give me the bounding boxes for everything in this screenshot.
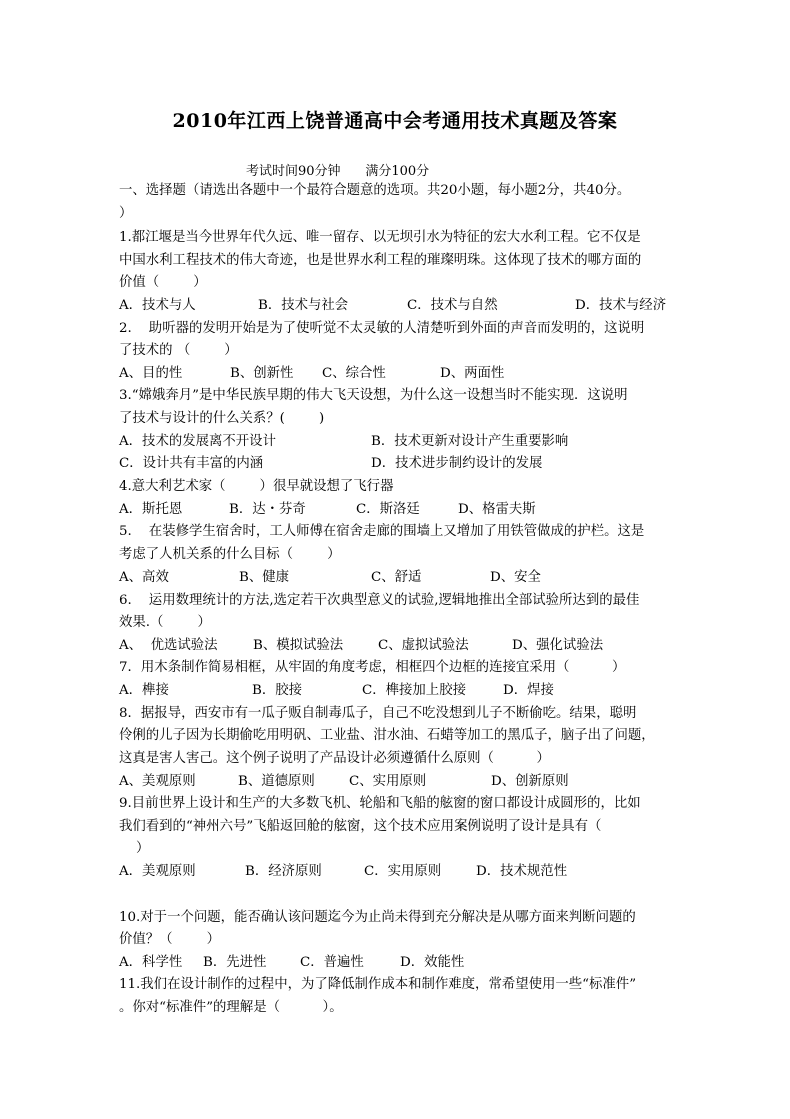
- q3-option-c: C．设计共有丰富的内涵: [119, 456, 264, 471]
- q9-text-3: ）: [119, 841, 150, 856]
- q2-text-2: 了技术的 （ ）: [119, 343, 238, 358]
- q5-option-c: C、舒适: [371, 570, 422, 585]
- q10-text-2: 价值？（ ）: [119, 932, 221, 947]
- q6-option-d: D、强化试验法: [512, 638, 604, 653]
- q10-option-a: A．科学性: [119, 955, 183, 970]
- q1-option-c: C．技术与自然: [407, 298, 498, 313]
- q3-option-d: D．技术进步制约设计的发展: [371, 456, 543, 471]
- q3-option-b: B．技术更新对设计产生重要影响: [371, 434, 569, 449]
- q5-option-b: B、健康: [239, 570, 290, 585]
- q1-text-1: 1.都江堰是当今世界年代久远、唯一留存、以无坝引水为特征的宏大水利工程。它不仅是: [119, 230, 641, 245]
- q3-text-2: 了技术与设计的什么关系？( ): [119, 411, 325, 426]
- page-title: 2010年江西上饶普通高中会考通用技术真题及答案: [172, 110, 618, 132]
- q8-option-c: C、实用原则: [349, 774, 427, 789]
- q7-option-b: B．胶接: [252, 683, 303, 698]
- q7-option-d: D．焊接: [503, 683, 554, 698]
- section-heading-cont: ）: [119, 206, 133, 221]
- exam-info: [246, 160, 429, 179]
- q2-option-d: D、两面性: [440, 366, 505, 381]
- q10-option-b: B．先进性: [203, 955, 267, 970]
- q9-text-1: 9.目前世界上设计和生产的大多数飞机、轮船和飞船的舷窗的窗口都设计成圆形的，比如: [119, 796, 641, 811]
- q11-text-2: 。你对“标准件”的理解是（ ）。: [119, 1000, 343, 1015]
- q3-text-1: 3.“嫦娥奔月”是中华民族早期的伟大飞天设想，为什么这一设想当时不能实现．这说明: [119, 388, 628, 403]
- q7-option-a: A．榫接: [119, 683, 169, 698]
- q4-option-b: B．达・芬奇: [229, 502, 306, 517]
- q10-option-d: D．效能性: [400, 955, 465, 970]
- exam-full-score: 满分100分: [365, 164, 430, 179]
- q1-text-2: 中国水利工程技术的伟大奇迹，也是世界水利工程的璀璨明珠。这体现了技术的哪方面的: [119, 253, 642, 268]
- q8-text-1: 8．据报导，西安市有一瓜子贩自制毒瓜子，自己不吃没想到儿子不断偷吃。结果，聪明: [119, 706, 637, 721]
- exam-time: 考试时间90分钟: [246, 164, 341, 179]
- q2-option-a: A、目的性: [119, 366, 183, 381]
- q9-option-c: C．实用原则: [364, 864, 442, 879]
- q5-option-d: D、安全: [490, 570, 541, 585]
- q8-text-3: 这真是害人害己。这个例子说明了产品设计必须遵循什么原则（ ）: [119, 751, 550, 766]
- q6-option-a: A、 优选试验法: [119, 638, 218, 653]
- q4-option-c: C．斯洛廷: [356, 502, 420, 517]
- q6-text-2: 效果.（ ）: [119, 615, 211, 630]
- q8-text-2: 伶俐的儿子因为长期偷吃用明矾、工业盐、泔水油、石蜡等加工的黑瓜子，脑子出了问题，: [119, 728, 655, 743]
- q1-option-a: A．技术与人: [119, 298, 196, 313]
- q7-text-1: 7．用木条制作简易相框，从牢固的角度考虑，相框四个边框的连接宜采用（ ）: [119, 660, 626, 675]
- q10-text-1: 10.对于一个问题，能否确认该问题迄今为止尚未得到充分解决是从哪方面来判断问题的: [119, 910, 636, 925]
- q6-text-1: 6. 运用数理统计的方法,选定若干次典型意义的试验,逻辑地推出全部试验所达到的最佳: [119, 593, 640, 608]
- q4-option-a: A．斯托恩: [119, 502, 183, 517]
- q6-option-b: B、模拟试验法: [253, 638, 344, 653]
- q1-option-b: B．技术与社会: [258, 298, 349, 313]
- q4-text-1: 4.意大利艺术家（ ）很早就设想了飞行器: [119, 479, 394, 494]
- section-heading: 一、选择题（请选出各题中一个最符合题意的选项。共20小题，每小题2分，共40分。: [119, 183, 631, 198]
- q8-option-a: A、美观原则: [119, 774, 196, 789]
- q8-option-b: B、道德原则: [238, 774, 315, 789]
- q9-option-d: D．技术规范性: [476, 864, 568, 879]
- q1-text-3: 价值（ ）: [119, 275, 207, 290]
- q1-option-d: D．技术与经济: [575, 298, 667, 313]
- q11-text-1: 11.我们在设计制作的过程中，为了降低制作成本和制作难度，常希望使用一些“标准件”: [119, 977, 637, 992]
- q5-option-a: A、高效: [119, 570, 169, 585]
- q5-text-2: 考虑了人机关系的什么目标（ ）: [119, 547, 341, 562]
- q2-option-c: C、综合性: [322, 366, 386, 381]
- q10-option-c: C．普遍性: [300, 955, 364, 970]
- q9-option-b: B．经济原则: [245, 864, 322, 879]
- q5-text-1: 5. 在装修学生宿舍时，工人师傅在宿舍走廊的围墙上又增加了用铁管做成的护栏。这是: [119, 524, 645, 539]
- q2-text-1: 2. 助听器的发明开始是为了使听觉不太灵敏的人清楚听到外面的声音而发明的，这说明: [119, 321, 645, 336]
- q6-option-c: C、虚拟试验法: [378, 638, 469, 653]
- q4-option-d: D、格雷夫斯: [458, 502, 536, 517]
- q9-option-a: A．美观原则: [119, 864, 196, 879]
- q7-option-c: C．榫接加上胶接: [362, 683, 466, 698]
- q3-option-a: A．技术的发展离不开设计: [119, 434, 276, 449]
- q9-text-2: 我们看到的“神州六号”飞船返回舱的舷窗，这个技术应用案例说明了设计是具有（: [119, 819, 602, 834]
- q8-option-d: D、创新原则: [491, 774, 569, 789]
- q2-option-b: B、创新性: [230, 366, 294, 381]
